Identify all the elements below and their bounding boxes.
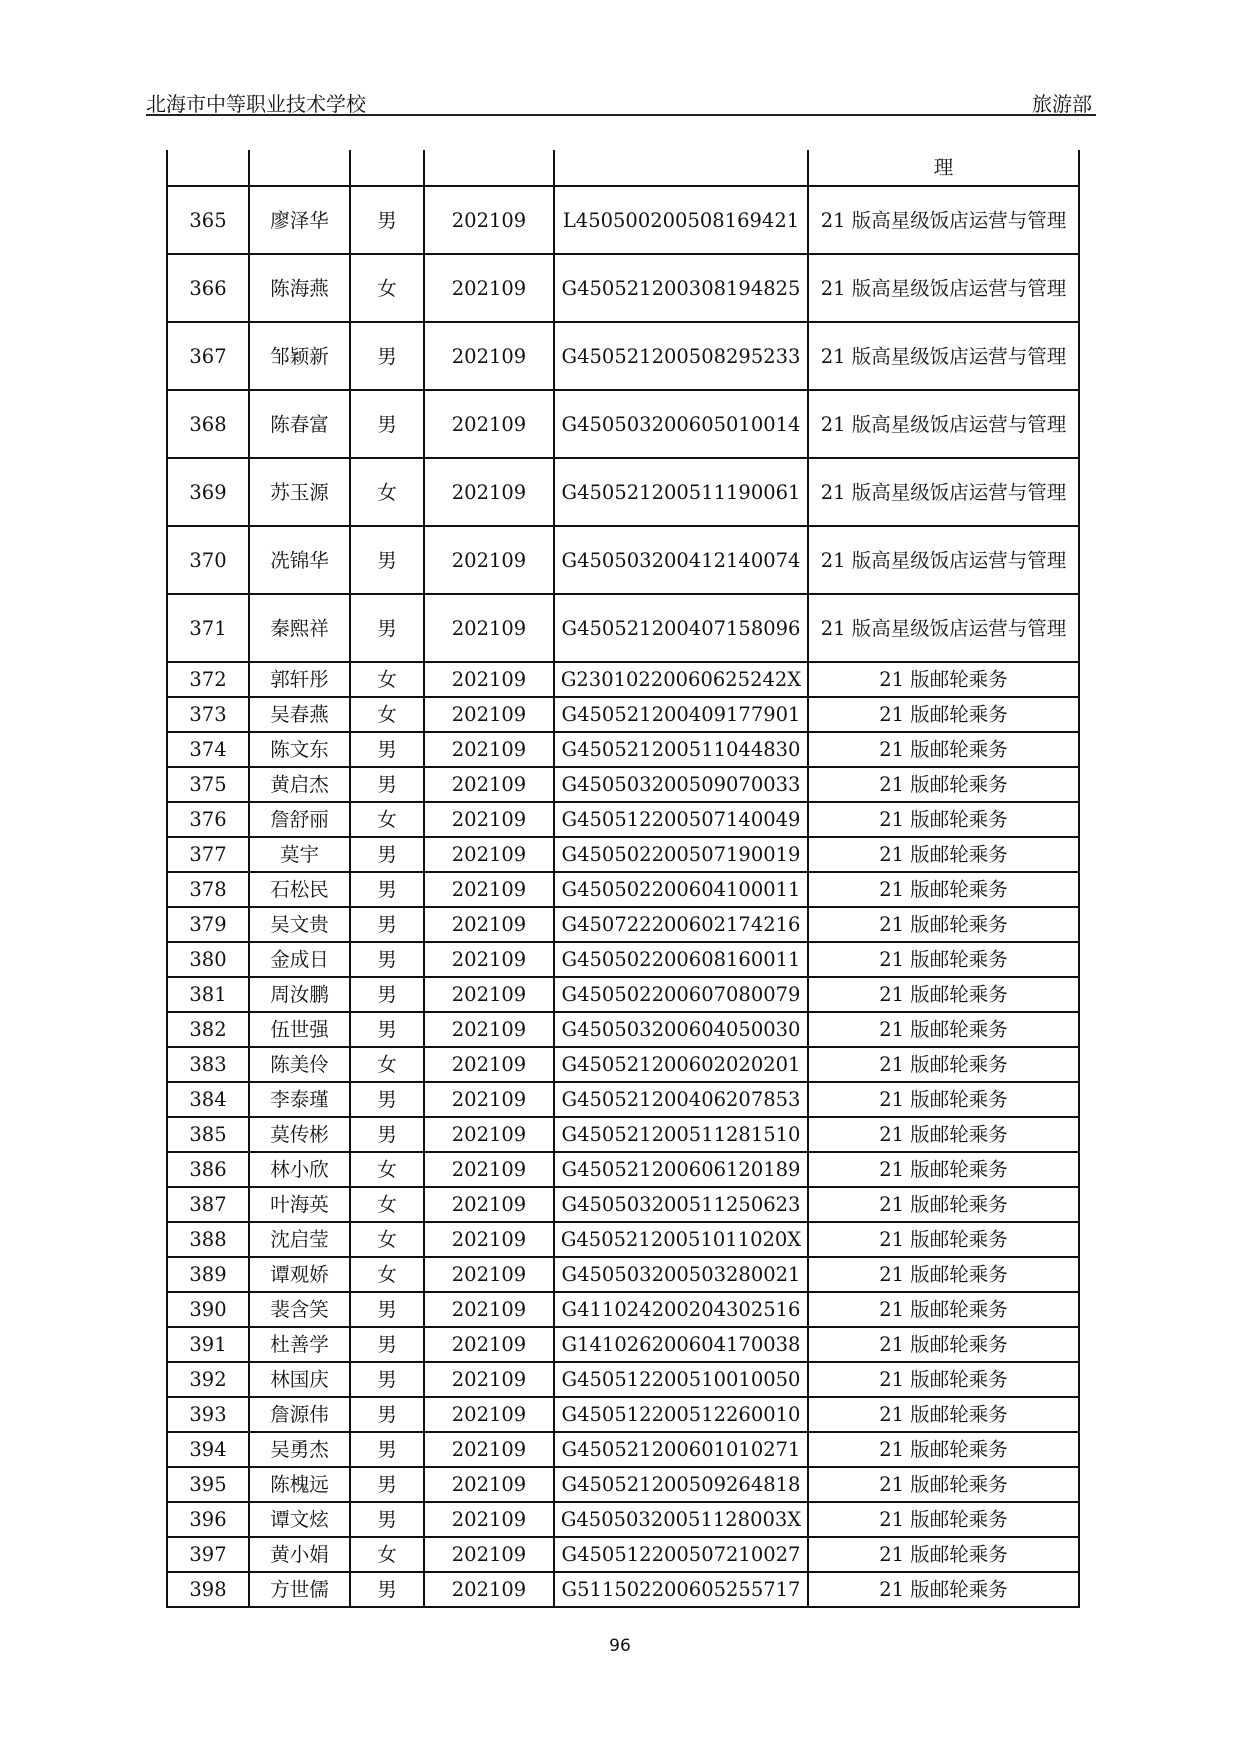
cell-id: G450521200601010271 bbox=[554, 1432, 808, 1467]
cell-id: L450500200508169421 bbox=[554, 186, 808, 254]
cell-no: 390 bbox=[167, 1292, 249, 1327]
cell-name: 李泰瑾 bbox=[249, 1082, 350, 1117]
cell-major: 21 版邮轮乘务 bbox=[808, 1397, 1079, 1432]
cell-no: 373 bbox=[167, 697, 249, 732]
cell-id: G450503200503280021 bbox=[554, 1257, 808, 1292]
cell-major: 21 版高星级饭店运营与管理 bbox=[808, 526, 1079, 594]
cell-major: 21 版邮轮乘务 bbox=[808, 1152, 1079, 1187]
cell-no: 372 bbox=[167, 662, 249, 697]
cell-no: 386 bbox=[167, 1152, 249, 1187]
cell-no: 366 bbox=[167, 254, 249, 322]
cell-name: 陈槐远 bbox=[249, 1467, 350, 1502]
cell-no: 378 bbox=[167, 872, 249, 907]
cell-grade: 202109 bbox=[424, 1292, 554, 1327]
cell-no: 371 bbox=[167, 594, 249, 662]
cell-major: 21 版邮轮乘务 bbox=[808, 872, 1079, 907]
cell-id: G450502200507190019 bbox=[554, 837, 808, 872]
cell-sex: 男 bbox=[350, 526, 424, 594]
cell-id: G450521200308194825 bbox=[554, 254, 808, 322]
cell-name: 沈启莹 bbox=[249, 1222, 350, 1257]
cell-major: 21 版邮轮乘务 bbox=[808, 942, 1079, 977]
table-row bbox=[167, 1292, 1079, 1327]
cell-sex: 女 bbox=[350, 1257, 424, 1292]
table-row bbox=[167, 526, 1079, 594]
cell-name: 邹颖新 bbox=[249, 322, 350, 390]
cell-major: 21 版高星级饭店运营与管理 bbox=[808, 390, 1079, 458]
cell-id: G450521200409177901 bbox=[554, 697, 808, 732]
table-row bbox=[167, 977, 1079, 1012]
cell-grade: 202109 bbox=[424, 254, 554, 322]
cell-sex: 男 bbox=[350, 1397, 424, 1432]
cell-grade: 202109 bbox=[424, 1432, 554, 1467]
cell-major: 21 版高星级饭店运营与管理 bbox=[808, 186, 1079, 254]
cell-grade: 202109 bbox=[424, 390, 554, 458]
cell-name: 裴含笑 bbox=[249, 1292, 350, 1327]
cell-id: G450521200509264818 bbox=[554, 1467, 808, 1502]
cell-sex: 女 bbox=[350, 802, 424, 837]
cell-id: G450512200512260010 bbox=[554, 1397, 808, 1432]
cell-sex: 男 bbox=[350, 186, 424, 254]
cell-major: 21 版邮轮乘务 bbox=[808, 977, 1079, 1012]
cell-name: 金成日 bbox=[249, 942, 350, 977]
cell-major: 21 版邮轮乘务 bbox=[808, 907, 1079, 942]
cell-grade: 202109 bbox=[424, 1152, 554, 1187]
cell-grade: 202109 bbox=[424, 977, 554, 1012]
cell-no: 381 bbox=[167, 977, 249, 1012]
cell-id: G23010220060625242X bbox=[554, 662, 808, 697]
cell-grade: 202109 bbox=[424, 1117, 554, 1152]
cell-grade: 202109 bbox=[424, 186, 554, 254]
cell-grade: 202109 bbox=[424, 1082, 554, 1117]
table-row bbox=[167, 1047, 1079, 1082]
table-row bbox=[167, 1117, 1079, 1152]
cell-major: 21 版邮轮乘务 bbox=[808, 1502, 1079, 1537]
cell-grade: 202109 bbox=[424, 872, 554, 907]
table-row bbox=[167, 837, 1079, 872]
cell-id: G141026200604170038 bbox=[554, 1327, 808, 1362]
table-row bbox=[167, 942, 1079, 977]
table-row bbox=[167, 594, 1079, 662]
cell-id: G450521200606120189 bbox=[554, 1152, 808, 1187]
cell-sex: 男 bbox=[350, 767, 424, 802]
cell-sex: 男 bbox=[350, 1572, 424, 1607]
cell-name: 吴勇杰 bbox=[249, 1432, 350, 1467]
cell-sex: 男 bbox=[350, 732, 424, 767]
page-number: 96 bbox=[609, 1636, 631, 1656]
cell-id: G450521200602020201 bbox=[554, 1047, 808, 1082]
cell-major: 21 版邮轮乘务 bbox=[808, 1187, 1079, 1222]
cell-major: 21 版邮轮乘务 bbox=[808, 1537, 1079, 1572]
cell-name: 周汝鹏 bbox=[249, 977, 350, 1012]
cell-major: 21 版邮轮乘务 bbox=[808, 1327, 1079, 1362]
cell-name: 杜善学 bbox=[249, 1327, 350, 1362]
cell-major: 21 版邮轮乘务 bbox=[808, 802, 1079, 837]
cell-name: 吴春燕 bbox=[249, 697, 350, 732]
cell-sex: 女 bbox=[350, 1537, 424, 1572]
cell-id: G450503200604050030 bbox=[554, 1012, 808, 1047]
cell-id: G450512200507140049 bbox=[554, 802, 808, 837]
cell-name: 廖泽华 bbox=[249, 186, 350, 254]
cell-id: G450521200508295233 bbox=[554, 322, 808, 390]
cell-sex bbox=[350, 150, 424, 186]
cell-name: 秦熙祥 bbox=[249, 594, 350, 662]
cell-no: 387 bbox=[167, 1187, 249, 1222]
cell-grade: 202109 bbox=[424, 322, 554, 390]
cell-no: 385 bbox=[167, 1117, 249, 1152]
table-row bbox=[167, 1082, 1079, 1117]
cell-major: 21 版邮轮乘务 bbox=[808, 1222, 1079, 1257]
cell-no: 394 bbox=[167, 1432, 249, 1467]
cell-major: 21 版邮轮乘务 bbox=[808, 1362, 1079, 1397]
cell-id: G450503200511250623 bbox=[554, 1187, 808, 1222]
table-row bbox=[167, 1257, 1079, 1292]
cell-sex: 男 bbox=[350, 594, 424, 662]
table-row bbox=[167, 186, 1079, 254]
cell-grade: 202109 bbox=[424, 1467, 554, 1502]
cell-id: G411024200204302516 bbox=[554, 1292, 808, 1327]
table-row bbox=[167, 1187, 1079, 1222]
cell-no: 368 bbox=[167, 390, 249, 458]
cell-id: G450722200602174216 bbox=[554, 907, 808, 942]
cell-major: 21 版邮轮乘务 bbox=[808, 837, 1079, 872]
cell-no: 396 bbox=[167, 1502, 249, 1537]
cell-grade: 202109 bbox=[424, 526, 554, 594]
cell-id: G450503200509070033 bbox=[554, 767, 808, 802]
cell-major: 21 版高星级饭店运营与管理 bbox=[808, 322, 1079, 390]
cell-grade: 202109 bbox=[424, 837, 554, 872]
cell-grade: 202109 bbox=[424, 767, 554, 802]
cell-grade: 202109 bbox=[424, 1187, 554, 1222]
cell-no: 389 bbox=[167, 1257, 249, 1292]
cell-id: G450521200511281510 bbox=[554, 1117, 808, 1152]
cell-id: G450521200407158096 bbox=[554, 594, 808, 662]
cell-sex: 男 bbox=[350, 942, 424, 977]
table-row bbox=[167, 254, 1079, 322]
cell-no: 367 bbox=[167, 322, 249, 390]
cell-no: 391 bbox=[167, 1327, 249, 1362]
table-row bbox=[167, 872, 1079, 907]
cell-grade: 202109 bbox=[424, 1362, 554, 1397]
cell-major: 21 版邮轮乘务 bbox=[808, 1292, 1079, 1327]
cell-sex: 男 bbox=[350, 872, 424, 907]
cell-major: 理 bbox=[808, 150, 1079, 186]
cell-grade: 202109 bbox=[424, 1397, 554, 1432]
cell-grade: 202109 bbox=[424, 1572, 554, 1607]
cell-major: 21 版邮轮乘务 bbox=[808, 662, 1079, 697]
table-row bbox=[167, 390, 1079, 458]
cell-no: 375 bbox=[167, 767, 249, 802]
cell-name: 谭观娇 bbox=[249, 1257, 350, 1292]
cell-major: 21 版邮轮乘务 bbox=[808, 767, 1079, 802]
cell-sex: 男 bbox=[350, 1292, 424, 1327]
cell-major: 21 版高星级饭店运营与管理 bbox=[808, 458, 1079, 526]
cell-sex: 女 bbox=[350, 458, 424, 526]
cell-id: G450521200511190061 bbox=[554, 458, 808, 526]
cell-sex: 男 bbox=[350, 837, 424, 872]
cell-name: 苏玉源 bbox=[249, 458, 350, 526]
cell-name: 陈春富 bbox=[249, 390, 350, 458]
cell-no: 370 bbox=[167, 526, 249, 594]
cell-no: 365 bbox=[167, 186, 249, 254]
continued-row bbox=[167, 150, 1079, 186]
table-row bbox=[167, 1152, 1079, 1187]
cell-no: 393 bbox=[167, 1397, 249, 1432]
cell-name: 冼锦华 bbox=[249, 526, 350, 594]
cell-name: 陈海燕 bbox=[249, 254, 350, 322]
table-row bbox=[167, 907, 1079, 942]
cell-grade: 202109 bbox=[424, 732, 554, 767]
cell-grade: 202109 bbox=[424, 907, 554, 942]
cell-id: G450521200511044830 bbox=[554, 732, 808, 767]
cell-grade bbox=[424, 150, 554, 186]
cell-name: 叶海英 bbox=[249, 1187, 350, 1222]
table-row bbox=[167, 1432, 1079, 1467]
table-row bbox=[167, 1397, 1079, 1432]
cell-sex: 男 bbox=[350, 1502, 424, 1537]
cell-sex: 男 bbox=[350, 1082, 424, 1117]
cell-no: 392 bbox=[167, 1362, 249, 1397]
cell-name: 郭轩彤 bbox=[249, 662, 350, 697]
cell-sex: 女 bbox=[350, 254, 424, 322]
cell-sex: 女 bbox=[350, 1152, 424, 1187]
cell-name: 伍世强 bbox=[249, 1012, 350, 1047]
cell-grade: 202109 bbox=[424, 1502, 554, 1537]
cell-no: 384 bbox=[167, 1082, 249, 1117]
department-name: 旅游部 bbox=[1032, 92, 1092, 116]
cell-name: 方世儒 bbox=[249, 1572, 350, 1607]
cell-name: 黄启杰 bbox=[249, 767, 350, 802]
cell-major: 21 版邮轮乘务 bbox=[808, 1047, 1079, 1082]
cell-sex: 男 bbox=[350, 1117, 424, 1152]
cell-major: 21 版邮轮乘务 bbox=[808, 1467, 1079, 1502]
cell-name: 陈美伶 bbox=[249, 1047, 350, 1082]
cell-no: 377 bbox=[167, 837, 249, 872]
cell-sex: 女 bbox=[350, 697, 424, 732]
cell-sex: 男 bbox=[350, 907, 424, 942]
cell-sex: 女 bbox=[350, 662, 424, 697]
cell-no: 380 bbox=[167, 942, 249, 977]
cell-no: 369 bbox=[167, 458, 249, 526]
cell-major: 21 版邮轮乘务 bbox=[808, 1257, 1079, 1292]
cell-sex: 男 bbox=[350, 1467, 424, 1502]
table-row bbox=[167, 802, 1079, 837]
cell-sex: 男 bbox=[350, 1432, 424, 1467]
table-row bbox=[167, 697, 1079, 732]
cell-id: G450503200605010014 bbox=[554, 390, 808, 458]
cell-grade: 202109 bbox=[424, 697, 554, 732]
cell-no: 383 bbox=[167, 1047, 249, 1082]
cell-id: G45050320051128003X bbox=[554, 1502, 808, 1537]
cell-major: 21 版邮轮乘务 bbox=[808, 1082, 1079, 1117]
table-row bbox=[167, 1572, 1079, 1607]
table-row bbox=[167, 322, 1079, 390]
cell-grade: 202109 bbox=[424, 458, 554, 526]
table-row bbox=[167, 662, 1079, 697]
cell-sex: 男 bbox=[350, 1362, 424, 1397]
cell-id: G450503200412140074 bbox=[554, 526, 808, 594]
cell-id: G450512200507210027 bbox=[554, 1537, 808, 1572]
cell-grade: 202109 bbox=[424, 1012, 554, 1047]
cell-name bbox=[249, 150, 350, 186]
cell-no: 382 bbox=[167, 1012, 249, 1047]
cell-no: 379 bbox=[167, 907, 249, 942]
cell-name: 莫宇 bbox=[249, 837, 350, 872]
cell-no: 395 bbox=[167, 1467, 249, 1502]
cell-grade: 202109 bbox=[424, 802, 554, 837]
cell-id: G45052120051011020X bbox=[554, 1222, 808, 1257]
cell-grade: 202109 bbox=[424, 1257, 554, 1292]
cell-sex: 男 bbox=[350, 390, 424, 458]
cell-grade: 202109 bbox=[424, 1537, 554, 1572]
cell-grade: 202109 bbox=[424, 1047, 554, 1082]
cell-no: 398 bbox=[167, 1572, 249, 1607]
student-roster-table bbox=[166, 150, 1080, 1608]
table-row bbox=[167, 1012, 1079, 1047]
table-row bbox=[167, 767, 1079, 802]
cell-no: 374 bbox=[167, 732, 249, 767]
cell-id: G450502200604100011 bbox=[554, 872, 808, 907]
table-row bbox=[167, 1502, 1079, 1537]
cell-major: 21 版邮轮乘务 bbox=[808, 1012, 1079, 1047]
table-row bbox=[167, 1467, 1079, 1502]
cell-sex: 女 bbox=[350, 1222, 424, 1257]
cell-name: 詹舒丽 bbox=[249, 802, 350, 837]
cell-name: 吴文贵 bbox=[249, 907, 350, 942]
cell-sex: 女 bbox=[350, 1187, 424, 1222]
cell-sex: 女 bbox=[350, 1047, 424, 1082]
cell-major: 21 版邮轮乘务 bbox=[808, 732, 1079, 767]
cell-major: 21 版邮轮乘务 bbox=[808, 1572, 1079, 1607]
cell-name: 林国庆 bbox=[249, 1362, 350, 1397]
cell-id: G450502200608160011 bbox=[554, 942, 808, 977]
cell-name: 陈文东 bbox=[249, 732, 350, 767]
cell-grade: 202109 bbox=[424, 942, 554, 977]
cell-sex: 男 bbox=[350, 1012, 424, 1047]
cell-id: G450512200510010050 bbox=[554, 1362, 808, 1397]
cell-name: 詹源伟 bbox=[249, 1397, 350, 1432]
table-row bbox=[167, 1222, 1079, 1257]
cell-major: 21 版高星级饭店运营与管理 bbox=[808, 254, 1079, 322]
cell-grade: 202109 bbox=[424, 662, 554, 697]
cell-sex: 男 bbox=[350, 1327, 424, 1362]
page-header bbox=[146, 84, 1096, 116]
cell-name: 林小欣 bbox=[249, 1152, 350, 1187]
cell-id: G450521200406207853 bbox=[554, 1082, 808, 1117]
cell-id bbox=[554, 150, 808, 186]
table-row bbox=[167, 1327, 1079, 1362]
cell-major: 21 版邮轮乘务 bbox=[808, 1117, 1079, 1152]
table-row bbox=[167, 458, 1079, 526]
table-row bbox=[167, 1537, 1079, 1572]
cell-name: 谭文炫 bbox=[249, 1502, 350, 1537]
table-row bbox=[167, 1362, 1079, 1397]
cell-major: 21 版邮轮乘务 bbox=[808, 697, 1079, 732]
cell-name: 莫传彬 bbox=[249, 1117, 350, 1152]
cell-id: G450502200607080079 bbox=[554, 977, 808, 1012]
cell-no: 388 bbox=[167, 1222, 249, 1257]
cell-major: 21 版邮轮乘务 bbox=[808, 1432, 1079, 1467]
cell-major: 21 版高星级饭店运营与管理 bbox=[808, 594, 1079, 662]
cell-grade: 202109 bbox=[424, 1222, 554, 1257]
cell-grade: 202109 bbox=[424, 594, 554, 662]
cell-name: 黄小娟 bbox=[249, 1537, 350, 1572]
school-name: 北海市中等职业技术学校 bbox=[146, 92, 366, 116]
cell-no: 397 bbox=[167, 1537, 249, 1572]
cell-name: 石松民 bbox=[249, 872, 350, 907]
table-row bbox=[167, 732, 1079, 767]
cell-no bbox=[167, 150, 249, 186]
cell-no: 376 bbox=[167, 802, 249, 837]
cell-grade: 202109 bbox=[424, 1327, 554, 1362]
cell-sex: 男 bbox=[350, 322, 424, 390]
cell-sex: 男 bbox=[350, 977, 424, 1012]
cell-id: G511502200605255717 bbox=[554, 1572, 808, 1607]
